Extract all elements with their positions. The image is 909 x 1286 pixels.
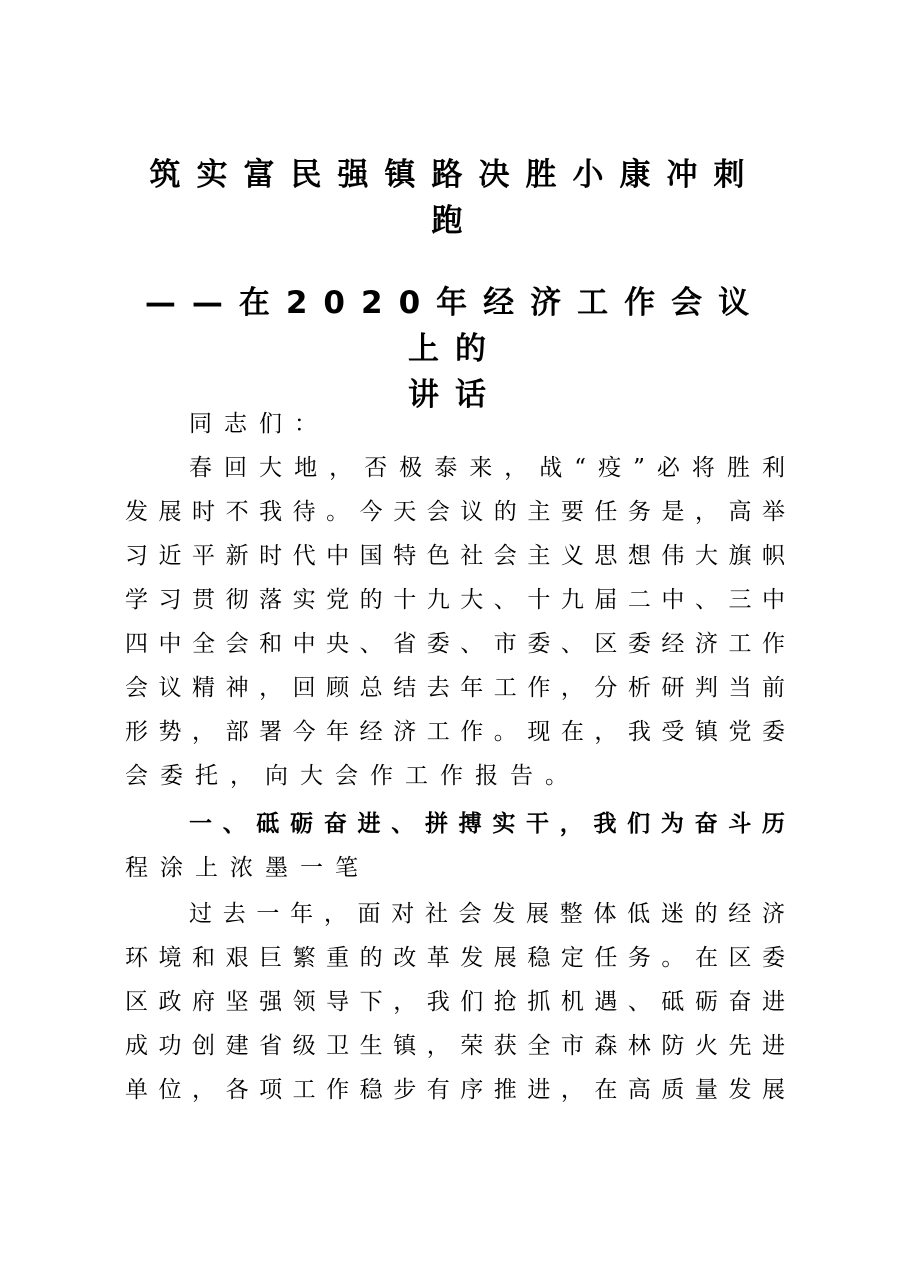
- body-line: 春回大地，否极泰来，战“疫”必将胜利: [189, 455, 785, 481]
- title-line-2: 跑: [431, 203, 479, 239]
- body-line: 发展时不我待。今天会议的主要任务是，高举: [125, 499, 785, 525]
- document-title: [125, 152, 785, 244]
- body-line: 环境和艰巨繁重的改革发展稳定任务。在区委: [125, 945, 785, 971]
- section-heading-line: 一、砥砺奋进、拼搏实干，我们为奋斗历: [189, 810, 785, 837]
- body-line: 区政府坚强领导下，我们抢抓机遇、砥砺奋进: [125, 989, 785, 1015]
- body-line: 会议精神，回顾总结去年工作，分析研判当前: [125, 675, 785, 701]
- body-line: 四中全会和中央、省委、市委、区委经济工作: [125, 631, 785, 657]
- subtitle-line-2: 讲话: [408, 377, 502, 413]
- document-subtitle: [125, 280, 785, 418]
- body-line: 单位，各项工作稳步有序推进，在高质量发展: [125, 1077, 785, 1103]
- body-line: 会委托，向大会作工作报告。: [125, 763, 580, 789]
- body-line: 习近平新时代中国特色社会主义思想伟大旗帜: [125, 543, 785, 569]
- title-line-1: 筑实富民强镇路决胜小康冲刺: [149, 157, 761, 193]
- body-line: 学习贯彻落实党的十九大、十九届二中、三中: [125, 587, 785, 613]
- body-line: 过去一年，面对社会发展整体低迷的经济: [189, 901, 785, 927]
- salutation: 同志们：: [189, 411, 329, 437]
- body-line: 成功创建省级卫生镇，荣获全市森林防火先进: [125, 1033, 785, 1059]
- section-heading-line: 程涂上浓墨一笔: [125, 855, 370, 881]
- subtitle-line-1: ——在2020年经济工作会议上的: [144, 285, 766, 367]
- body-line: 形势，部署今年经济工作。现在，我受镇党委: [125, 719, 785, 745]
